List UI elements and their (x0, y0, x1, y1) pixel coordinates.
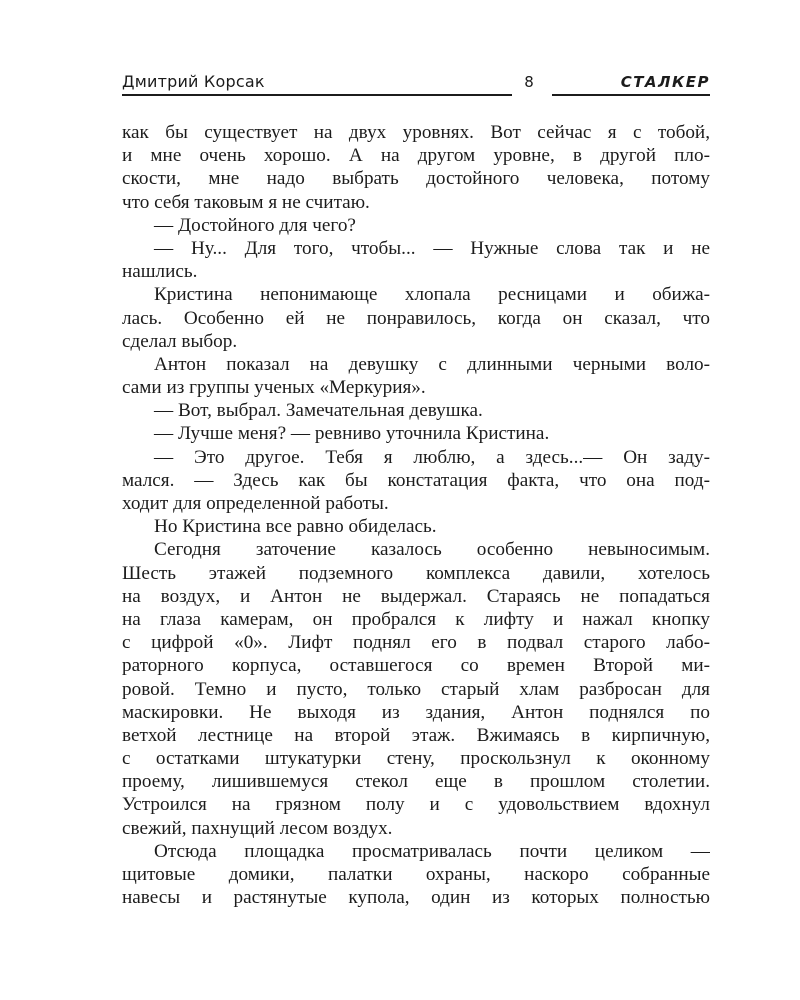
text-line: Кристина непонимающе хлопала ресницами и обижа- (154, 284, 710, 306)
text-line: Сегодня заточение казалось особенно невыносимым. (154, 539, 710, 561)
text-line: ходит для определенной работы. (122, 493, 389, 514)
text-line: нашлись. (122, 261, 198, 283)
text-line: на воздух, и Антон не выдержал. Стараясь не попадаться (122, 585, 710, 607)
text-line: навесы и растянутые купола, один из которых полностью (122, 887, 710, 909)
text-line: — Это другое. Тебя я люблю, а здесь...— Он заду- (154, 446, 710, 468)
text-line: — Достойного для чего? (154, 214, 356, 236)
text-line: лась. Особенно ей не понравилось, когда он сказал, что (122, 307, 710, 329)
text-line: как бы существует на двух уровнях. Вот сейчас я с тобой, (122, 122, 710, 143)
text-line: Антон показал на девушку с длинными черными воло- (154, 353, 710, 375)
text-line: скости, мне надо выбрать достойного человека, потому (122, 168, 710, 190)
series-title: СТАЛКЕР (552, 72, 710, 96)
text-line: с цифрой «0». Лифт поднял его в подвал старого лабо- (122, 632, 710, 654)
author-name: Дмитрий Корсак (122, 72, 512, 96)
text-line: что себя таковым я не считаю. (122, 191, 370, 213)
text-line: ровой. Темно и пусто, только старый хлам разбросан для (122, 678, 710, 700)
text-line: и мне очень хорошо. А на другом уровне, в другой пло- (122, 145, 710, 167)
text-line: на глаза камерам, он пробрался к лифту и нажал кнопку (122, 608, 710, 630)
text-line: Отсюда площадка просматривалась почти целиком — (154, 840, 710, 862)
text-line: проему, лишившемуся стекол еще в прошлом столетии. (122, 771, 710, 793)
text-line: — Лучше меня? — ревниво уточнила Кристина. (154, 423, 550, 445)
text-line: маскировки. Не выходя из здания, Антон поднялся по (122, 701, 710, 723)
text-line: свежий, пахнущий лесом воздух. (122, 817, 393, 839)
text-line: сами из группы ученых «Меркурия». (122, 377, 426, 399)
text-line: раторного корпуса, оставшегося со времен Второй ми- (122, 655, 710, 677)
text-line: Но Кристина все равно обиделась. (154, 516, 437, 538)
text-line: щитовые домики, палатки охраны, наскоро собранные (122, 864, 710, 885)
text-line: сделал выбор. (122, 330, 238, 352)
body-text (122, 121, 710, 909)
text-line: — Ну... Для того, чтобы... — Нужные слова так и не (154, 237, 710, 259)
text-line: Шесть этажей подземного комплекса давили, хотелось (122, 562, 710, 584)
text-line: с остатками штукатурки стену, проскользнул к оконному (122, 748, 710, 770)
page-header (122, 70, 710, 98)
page-number: 8 (524, 73, 534, 91)
text-line: Устроился на грязном полу и с удовольствием вдохнул (122, 794, 710, 816)
text-line: ветхой лестнице на второй этаж. Вжимаясь в кирпичную, (122, 724, 710, 746)
text-line: — Вот, выбрал. Замечательная девушка. (154, 400, 483, 422)
text-line: мался. — Здесь как бы констатация факта, что она под- (122, 469, 710, 491)
